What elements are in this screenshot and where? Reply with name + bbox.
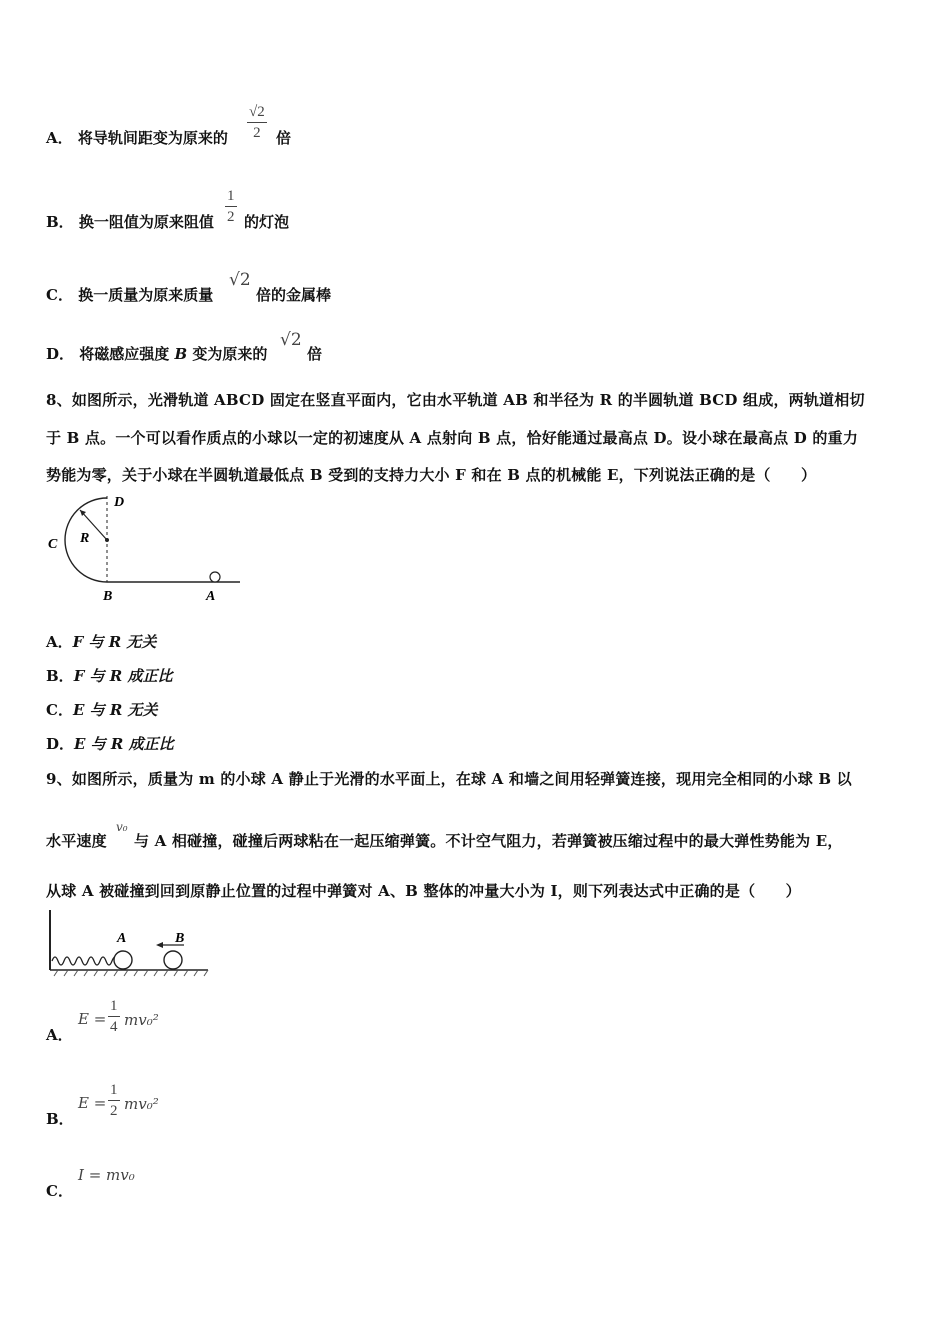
option-label: A． [46,129,73,147]
fraction-sqrt2-over-2 [247,102,267,143]
option-label: B． [46,1110,74,1128]
sqrt2-expression: √2 [280,330,302,350]
q9-option-c[interactable] [46,1180,73,1201]
label-b: B [175,931,185,946]
option-text: E 与 R 成正比 [74,735,174,753]
ball [210,572,220,582]
q7-option-d[interactable] [46,343,267,364]
fraction-denominator: 2 [253,125,261,141]
q9-stem-line-3: 从球 A 被碰撞到回到原静止位置的过程中弹簧对 A、B 整体的冲量大小为 I，则下列表达式中正确的是（ ） [46,882,801,900]
q8-stem-line-3: 势能为零，关于小球在半圆轨道最低点 B 受到的支持力大小 F 和在 B 点的机械能 E，下列说法正确的是（ ） [46,466,817,484]
fraction-denominator: 4 [110,1019,118,1035]
q7-option-a[interactable] [46,127,228,148]
option-text: 将导轨间距变为原来的 [77,129,228,147]
q9-option-a[interactable] [46,1024,73,1045]
velocity-arrowhead [156,942,163,948]
q9-option-b[interactable] [46,1108,74,1129]
option-text: 换一质量为原来质量 [78,286,214,304]
label-d: D [114,495,125,510]
equation-lhs: E = [78,1010,107,1028]
fraction-numerator: 1 [108,996,120,1017]
stem-text: 与 A 相碰撞，碰撞后两球粘在一起压缩弹簧。不计空气阻力，若弹簧被压缩过程中的最大弹性势能为 E， [134,832,843,850]
option-label: C． [46,286,73,304]
spring [52,957,124,965]
fraction-one-half [108,1080,120,1121]
option-label: D． [46,735,75,753]
variable-b: B [174,345,188,363]
equation-lhs: E = [78,1094,107,1112]
option-label: D． [46,345,75,363]
option-text: E 与 R 无关 [72,701,158,719]
option-text: 换一阻值为原来阻值 [78,213,214,231]
q7-option-c[interactable] [46,284,213,305]
fraction-numerator: 1 [108,1080,120,1101]
option-text: F 与 R 无关 [72,633,157,651]
label-r: R [80,531,90,546]
equation-rhs: mv₀² [124,1095,159,1113]
q8-option-c[interactable] [46,699,158,720]
option-label: A． [46,1026,73,1044]
v0-symbol: v₀ [116,820,128,834]
fraction-numerator: 1 [225,186,237,207]
ball-b [164,951,182,969]
equation: I = mv₀ [78,1166,135,1184]
option-label: A． [46,633,73,651]
option-suffix: 倍 [307,345,323,363]
q8-option-b[interactable] [46,665,172,686]
fraction-numerator: √2 [247,102,267,123]
option-label: B． [46,667,74,685]
option-label: B． [46,213,74,231]
label-c: C [48,537,58,552]
q9-spring-figure [44,908,214,978]
fraction-denominator: 2 [227,209,235,225]
q7-option-b[interactable] [46,211,214,232]
fraction-one-half [225,186,237,227]
stem-text: 水平速度 [46,832,107,850]
q8-track-figure [44,490,249,606]
option-text-mid: 变为原来的 [192,345,268,363]
option-text: 将磁感应强度 [79,345,170,363]
fraction-denominator: 2 [110,1103,118,1119]
ball-a [114,951,132,969]
option-suffix: 倍 [276,129,292,147]
q9-stem-line-1: 9、如图所示，质量为 m 的小球 A 静止于光滑的水平面上，在球 A 和墙之间用轻弹簧连接，现用完全相同的小球 B 以 [46,770,852,788]
q8-option-a[interactable] [46,631,156,652]
option-suffix: 倍的金属棒 [256,286,332,304]
option-text: F 与 R 成正比 [73,667,173,685]
option-label: C． [46,701,73,719]
fraction-one-quarter [108,996,120,1037]
q8-option-d[interactable] [46,733,174,754]
q9-stem-line-2 [46,830,107,851]
option-suffix: 的灯泡 [244,213,290,231]
option-label: C． [46,1182,73,1200]
sqrt2-expression: √2 [229,270,251,290]
floor-hatching [54,970,208,976]
label-b: B [103,589,113,604]
q8-stem-line-1: 8、如图所示，光滑轨道 ABCD 固定在竖直平面内，它由水平轨道 AB 和半径为 R 的半圆轨道 BCD 组成，两轨道相切 [46,391,865,409]
center-point [105,538,109,542]
equation-rhs: mv₀² [124,1011,159,1029]
label-a: A [206,589,216,604]
q8-stem-line-2: 于 B 点。一个可以看作质点的小球以一定的初速度从 A 点射向 B 点，恰好能通过最高点 D。设小球在最高点 D 的重力 [46,429,859,447]
label-a: A [117,931,127,946]
